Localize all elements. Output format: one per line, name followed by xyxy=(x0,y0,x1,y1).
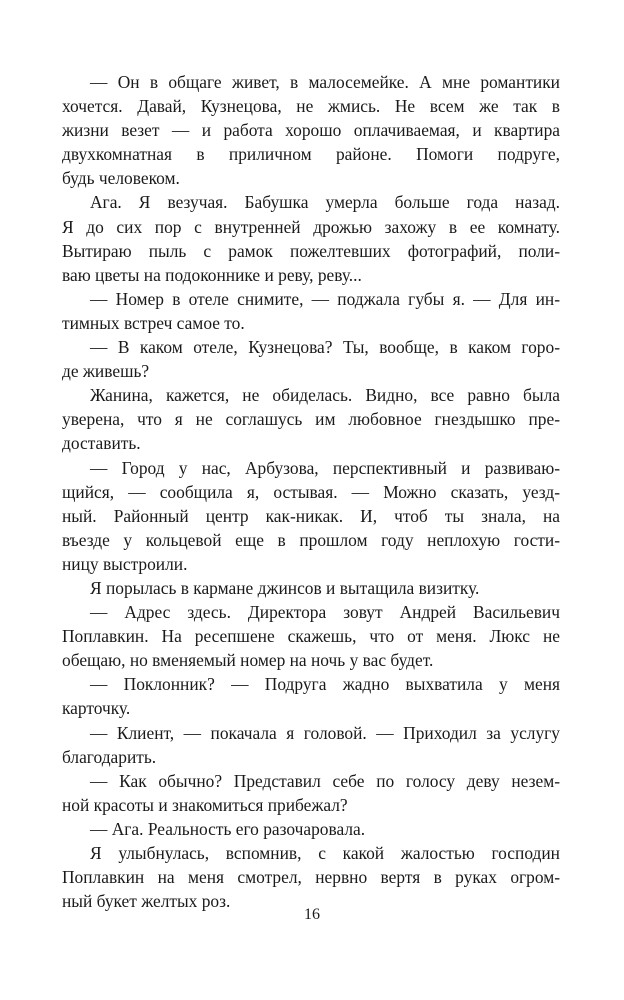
text-line: ный. Районный центр как-никак. И, чтоб ты знала, на xyxy=(62,505,560,526)
text-line: обещаю, но вменяемый номер на ночь у вас будет. xyxy=(62,650,434,671)
text-line: — В каком отеле, Кузнецова? Ты, вообще, в каком горо- xyxy=(90,337,560,358)
text-line: ницу выстроили. xyxy=(62,553,188,574)
text-line: Поплавкин. На ресепшене скажешь, что от меня. Люкс не xyxy=(62,626,560,647)
text-line: Я до сих пор с внутренней дрожью захожу в ее комнату. xyxy=(62,216,560,237)
text-line: хочется. Давай, Кузнецова, не жмись. Не всем же так в xyxy=(62,96,560,117)
text-line: уверена, что я не соглашусь им любовное гнездышко пре- xyxy=(62,409,560,430)
text-line: ной красоты и знакомиться прибежал? xyxy=(62,794,348,815)
text-line: — Город у нас, Арбузова, перспективный и развиваю- xyxy=(90,457,560,478)
text-line: доставить. xyxy=(62,433,141,454)
text-line: въезде у кольцевой еще в прошлом году неплохую гости- xyxy=(62,529,560,550)
text-line: Я порылась в кармане джинсов и вытащила визитку. xyxy=(90,577,480,598)
text-line: — Ага. Реальность его разочаровала. xyxy=(90,818,366,839)
text-line: Поплавкин на меня смотрел, нервно вертя в руках огром- xyxy=(62,867,560,888)
text-line: — Поклонник? — Подруга жадно выхватила у меня xyxy=(90,674,560,695)
text-line: де живешь? xyxy=(62,361,150,382)
page-number: 16 xyxy=(304,906,320,923)
text-line: карточку. xyxy=(62,698,131,719)
text-line: Жанина, кажется, не обиделась. Видно, все равно была xyxy=(90,385,560,406)
text-line: Я улыбнулась, вспомнив, с какой жалостью господин xyxy=(90,843,560,863)
text-line: тимных встреч самое то. xyxy=(62,312,245,333)
body-text xyxy=(62,70,560,913)
text-line: — Клиент, — покачала я головой. — Приходил за услугу xyxy=(90,722,560,743)
text-line: Ага. Я везучая. Бабушка умерла больше года назад. xyxy=(90,192,560,213)
text-line: ный букет желтых роз. xyxy=(62,891,231,912)
text-line: щийся, — сообщила я, остывая. — Можно сказать, уезд- xyxy=(62,481,560,502)
text-line: ваю цветы на подоконнике и реву, реву... xyxy=(62,264,362,285)
text-line: Вытираю пыль с рамок пожелтевших фотографий, поли- xyxy=(62,240,560,261)
text-line: — Адрес здесь. Директора зовут Андрей Васильевич xyxy=(90,602,560,623)
text-line: — Как обычно? Представил себе по голосу деву незем- xyxy=(90,770,560,791)
text-line: жизни везет — и работа хорошо оплачиваемая, и квартира xyxy=(62,120,560,141)
text-line: — Он в общаге живет, в малосемейке. А мне романтики xyxy=(90,72,560,92)
text-line: двухкомнатная в приличном районе. Помоги подруге, xyxy=(62,144,560,165)
text-line: — Номер в отеле снимите, — поджала губы я. — Для ин- xyxy=(90,288,560,309)
text-line: будь человеком. xyxy=(62,168,180,189)
text-line: благодарить. xyxy=(62,746,157,767)
